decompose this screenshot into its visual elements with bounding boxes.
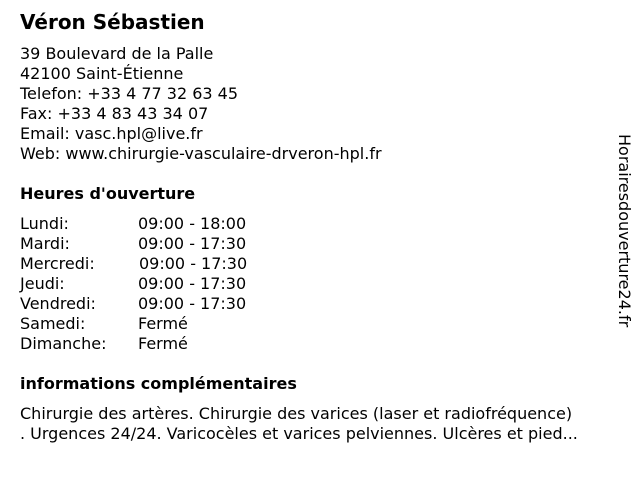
day-label: Vendredi: bbox=[20, 294, 96, 313]
day-hours: 09:00 - 18:00 bbox=[138, 214, 247, 233]
day-hours: 09:00 - 17:30 bbox=[139, 254, 248, 273]
info-heading: informations complémentaires bbox=[20, 374, 297, 393]
phone-number: Telefon: +33 4 77 32 63 45 bbox=[20, 84, 239, 103]
day-hours: 09:00 - 17:30 bbox=[138, 274, 247, 293]
day-label: Dimanche: bbox=[20, 334, 107, 353]
day-label: Mardi: bbox=[20, 234, 70, 253]
day-hours: Fermé bbox=[138, 314, 188, 333]
website-address: Web: www.chirurgie-vasculaire-drveron-hpl.fr bbox=[20, 144, 382, 163]
business-name: Véron Sébastien bbox=[20, 10, 205, 34]
info-line: Chirurgie des artères. Chirurgie des varices (laser et radiofréquence) bbox=[20, 404, 573, 423]
email-address: Email: vasc.hpl@live.fr bbox=[20, 124, 203, 143]
day-label: Samedi: bbox=[20, 314, 86, 333]
info-line: . Urgences 24/24. Varicocèles et varices pelviennes. Ulcères et pied... bbox=[20, 424, 578, 443]
fax-number: Fax: +33 4 83 43 34 07 bbox=[20, 104, 209, 123]
address-city: 42100 Saint-Étienne bbox=[20, 64, 184, 83]
hours-heading: Heures d'ouverture bbox=[20, 184, 196, 203]
day-hours: Fermé bbox=[138, 334, 188, 353]
day-label: Lundi: bbox=[20, 214, 69, 233]
day-hours: 09:00 - 17:30 bbox=[138, 294, 247, 313]
day-label: Mercredi: bbox=[20, 254, 95, 273]
site-watermark: Horairesdouverture24.fr bbox=[615, 134, 634, 328]
day-hours: 09:00 - 17:30 bbox=[138, 234, 247, 253]
address-street: 39 Boulevard de la Palle bbox=[20, 44, 214, 63]
contact-block bbox=[20, 44, 382, 164]
info-description bbox=[20, 404, 620, 444]
day-label: Jeudi: bbox=[20, 274, 65, 293]
